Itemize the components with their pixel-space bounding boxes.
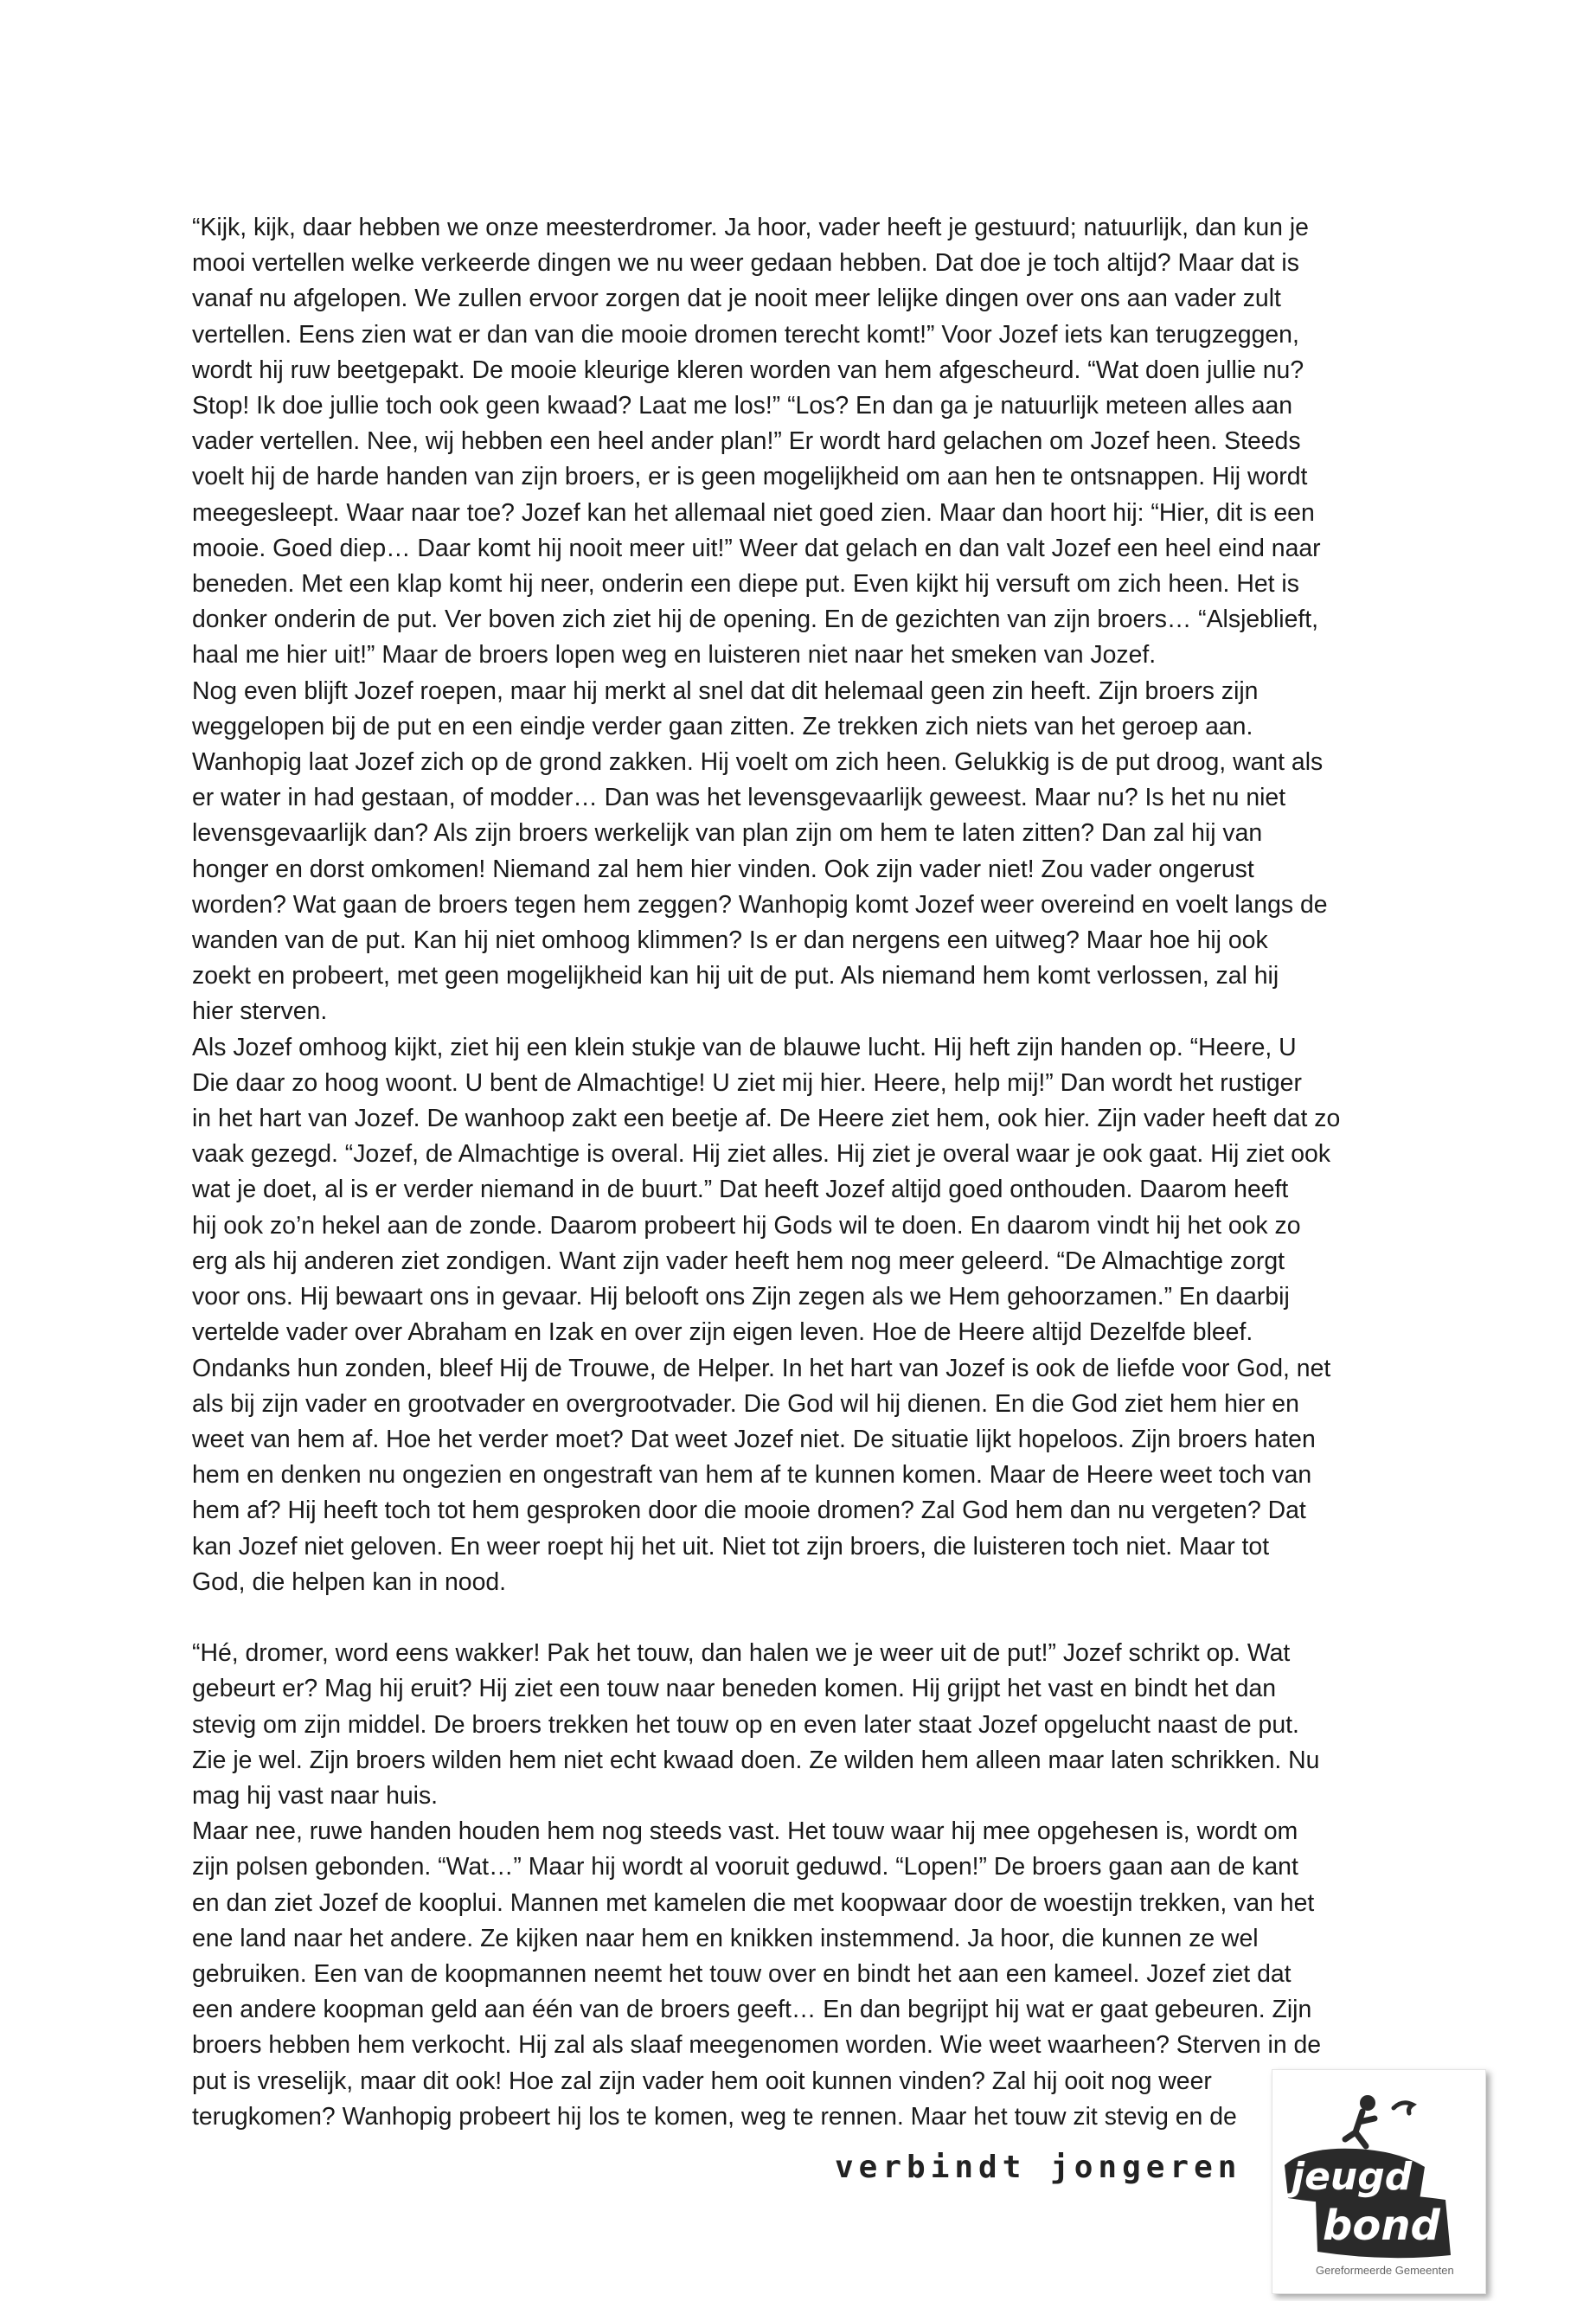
paragraph-4: “Hé, dromer, word eens wakker! Pak het touw, dan halen we je weer uit de put!” Jozef schrikt op. Wat gebeurt er? Mag hij eruit? Hij ziet een touw naar beneden komen. Hij grijpt het vast en bindt het dan stevig om zijn middel. De broers trekken het touw op en even later staat Jozef opgelucht naast de put. Zie je wel. Zijn broers wilden hem niet echt kwaad doen. Ze wilden hem alleen maar laten schrikken. Nu mag hij vast naar huis. (192, 1639, 1320, 1810)
footer-slogan: verbindt jongeren (835, 2150, 1242, 2185)
paragraph-3: Als Jozef omhoog kijkt, ziet hij een klein stukje van de blauwe lucht. Hij heft zijn handen op. “Heere, U Die daar zo hoog woont. U bent de Almachtige! U ziet mij hier. Heere, help mij!” Dan wordt het rustiger in het hart van Jozef. De wanhoop zakt een beetje af. De Heere ziet hem, ook hier. Zijn vader heeft dat zo vaak gezegd. “Jozef, de Almachtige is overal. Hij ziet alles. Hij ziet je overal waar je ook gaat. Hij ziet ook wat je doet, al is er verder niemand in de buurt.” Dat heeft Jozef altijd goed onthouden. Daarom heeft hij ook zo’n hekel aan de zonde. Daarom probeert hij Gods wil te doen. En daarom vindt hij het ook zo erg als hij anderen ziet zondigen. Want zijn vader heeft hem nog meer geleerd. “De Almachtige zorgt voor ons. Hij bewaart ons in gevaar. Hij belooft ons Zijn zegen als we Hem gehoorzamen.” En daarbij vertelde vader over Abraham en Izak en over zijn eigen leven. Hoe de Heere altijd Dezelfde bleef. Ondanks hun zonden, bleef Hij de Trouwe, de Helper. In het hart van Jozef is ook de liefde voor God, net als bij zijn vader en grootvader en overgrootvader. Die God wil hij dienen. En die God ziet hem hier en weet van hem af. Hoe het verder moet? Dat weet Jozef niet. De situatie lijkt hopeloos. Zijn broers haten hem en denken nu ongezien en ongestraft van hem af te kunnen komen. Maar de Heere weet toch van hem af? Hij heeft toch tot hem gesproken door die mooie dromen? Zal God hem dan nu vergeten? Dat kan Jozef niet geloven. En weer roept hij het uit. Niet tot zijn broers, die luisteren toch niet. Maar tot God, die helpen kan in nood. (192, 1033, 1341, 1596)
paragraph-2: Nog even blijft Jozef roepen, maar hij merkt al snel dat dit helemaal geen zin heeft. Zijn broers zijn weggelopen bij de put en een eindje verder gaan zitten. Ze trekken zich niets van het geroep aan. Wanhopig laat Jozef zich op de grond zakken. Hij voelt om zich heen. Gelukkig is de put droog, want als er water in had gestaan, of modder… Dan was het levensgevaarlijk geweest. Maar nu? Is het nu niet levensgevaarlijk dan? Als zijn broers werkelijk van plan zijn om hem te laten zitten? Dan zal hij van honger en dorst omkomen! Niemand zal hem hier vinden. Ook zijn vader niet! Zou vader ongerust worden? Wat gaan de broers tegen hem zeggen? Wanhopig komt Jozef weer overeind en voelt langs de wanden van de put. Kan hij niet omhoog klimmen? Is er dan nergens een uitweg? Maar hoe hij ook zoekt en probeert, met geen mogelijkheid kan hij uit de put. Als niemand hem komt verlossen, zal hij hier sterven. (192, 676, 1328, 1026)
logo-word-jeugd: jeugd (1292, 2155, 1413, 2199)
jeugdbond-logo (1272, 2069, 1486, 2294)
story-text (192, 210, 1403, 2135)
logo-subtitle: Gereformeerde Gemeenten (1316, 2264, 1454, 2277)
paragraph-5: Maar nee, ruwe handen houden hem nog steeds vast. Het touw waar hij mee opgehesen is, wordt om zijn polsen gebonden. “Wat…” Maar hij wordt al vooruit geduwd. “Lopen!” De broers gaan aan de kant en dan ziet Jozef de kooplui. Mannen met kamelen die met koopwaar door de woestijn trekken, van het ene land naar het andere. Ze kijken naar hem en knikken instemmend. Ja hoor, die kunnen ze wel gebruiken. Een van de koopmannen neemt het touw over en bindt het aan een kameel. Jozef ziet dat een andere koopman geld aan één van de broers geeft… En dan begrijpt hij wat er gaat gebeuren. Zijn broers hebben hem verkocht. Hij zal als slaaf meegenomen worden. Wie weet waarheen? Sterven in de put is vreselijk, maar dit ook! Hoe zal zijn vader hem ooit kunnen vinden? Zal hij ooit nog weer terugkomen? Wanhopig probeert hij los te komen, weg te rennen. Maar het touw zit stevig en de (192, 1817, 1322, 2131)
logo-word-bond: bond (1323, 2202, 1440, 2250)
paragraph-1: “Kijk, kijk, daar hebben we onze meesterdromer. Ja hoor, vader heeft je gestuurd; natuurlijk, dan kun je mooi vertellen welke verkeerde dingen we nu weer gedaan hebben. Dat doe je toch altijd? Maar dat is vanaf nu afgelopen. We zullen ervoor zorgen dat je nooit meer lelijke dingen over ons aan vader zult vertellen. Eens zien wat er dan van die mooie dromen terecht komt!” Voor Jozef iets kan terugzeggen, wordt hij ruw beetgepakt. De mooie kleurige kleren worden van hem afgescheurd. “Wat doen jullie nu? Stop! Ik doe jullie toch ook geen kwaad? Laat me los!” “Los? En dan ga je natuurlijk meteen alles aan vader vertellen. Nee, wij hebben een heel ander plan!” Er wordt hard gelachen om Jozef heen. Steeds voelt hij de harde handen van zijn broers, er is geen mogelijkheid om aan hen te ontsnappen. Hij wordt meegesleept. Waar naar toe? Jozef kan het allemaal niet goed zien. Maar dan hoort hij: “Hier, dit is een mooie. Goed diep… Daar komt hij nooit meer uit!” Weer dat gelach en dan valt Jozef een heel eind naar beneden. Met een klap komt hij neer, onderin een diepe put. Even kijkt hij versuft om zich heen. Het is donker onderin de put. Ver boven zich ziet hij de opening. En de gezichten van zijn broers… “Alsjeblieft, haal me hier uit!” Maar de broers lopen weg en luisteren niet naar het smeken van Jozef. (192, 214, 1321, 670)
